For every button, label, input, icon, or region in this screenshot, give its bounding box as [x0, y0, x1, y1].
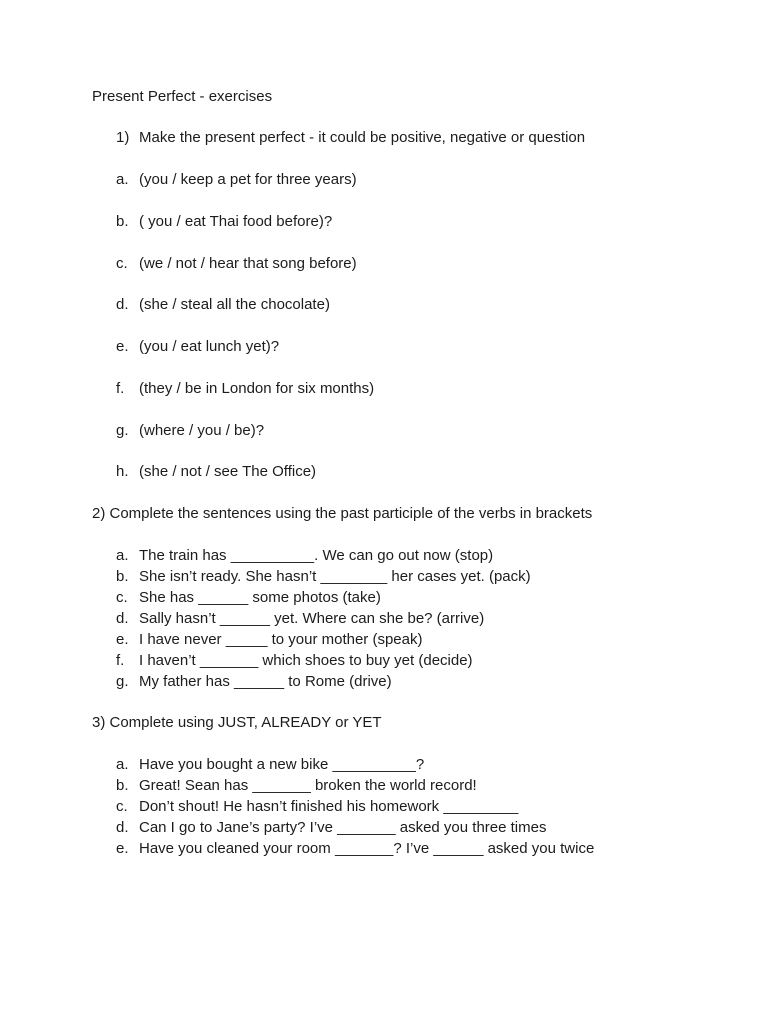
- list-marker: f.: [116, 652, 125, 669]
- list-item-text: (we / not / hear that song before): [139, 255, 357, 272]
- list-marker: d.: [116, 819, 129, 836]
- list-item-text: Sally hasn’t ______ yet. Where can she be? (arrive): [139, 610, 485, 627]
- list-marker: h.: [116, 463, 129, 480]
- list-marker: b.: [116, 213, 129, 230]
- list-item: [116, 338, 279, 356]
- list-marker: g.: [116, 422, 129, 439]
- list-item: [116, 673, 392, 691]
- list-item-text: Great! Sean has _______ broken the world record!: [139, 777, 477, 794]
- page-title: Present Perfect - exercises: [92, 88, 273, 105]
- list-item: [116, 610, 484, 628]
- list-marker: a.: [116, 756, 129, 773]
- list-item-text: (where / you / be)?: [139, 422, 265, 439]
- list-marker: c.: [116, 255, 128, 272]
- list-item-text: (you / eat lunch yet)?: [139, 338, 280, 355]
- list-item: [116, 568, 531, 586]
- list-marker: a.: [116, 547, 129, 564]
- list-item-text: (they / be in London for six months): [139, 380, 375, 397]
- list-item-text: (she / steal all the chocolate): [139, 296, 330, 313]
- list-item-text: Can I go to Jane’s party? I’ve _______ asked you three times: [139, 819, 547, 836]
- list-item: [116, 777, 477, 795]
- list-marker: g.: [116, 673, 129, 690]
- section-3-heading: 3) Complete using JUST, ALREADY or YET: [92, 714, 382, 731]
- list-item-text: She isn’t ready. She hasn’t ________ her cases yet. (pack): [139, 568, 531, 585]
- list-item: [116, 840, 594, 858]
- list-item-text: Don’t shout! He hasn’t finished his homework _________: [139, 798, 519, 815]
- list-item-text: (you / keep a pet for three years): [139, 171, 357, 188]
- list-marker: e.: [116, 631, 129, 648]
- list-item: [116, 255, 357, 273]
- list-item: [116, 547, 493, 565]
- list-item-text: I haven’t _______ which shoes to buy yet (decide): [139, 652, 473, 669]
- list-marker: e.: [116, 338, 129, 355]
- list-item: [116, 213, 332, 231]
- section-1-heading-text: Make the present perfect - it could be positive, negative or question: [139, 129, 586, 146]
- list-item: [116, 422, 264, 440]
- list-item: [116, 380, 374, 398]
- list-marker: d.: [116, 296, 129, 313]
- list-item: [116, 819, 546, 837]
- list-item-text: The train has __________. We can go out now (stop): [139, 547, 494, 564]
- list-marker: e.: [116, 840, 129, 857]
- list-item: [116, 756, 424, 774]
- list-item: [116, 589, 381, 607]
- list-item: [116, 463, 316, 481]
- list-item-text: Have you bought a new bike __________?: [139, 756, 425, 773]
- section-1-heading: [116, 129, 585, 147]
- list-item-text: I have never _____ to your mother (speak): [139, 631, 423, 648]
- list-marker: f.: [116, 380, 125, 397]
- list-marker: d.: [116, 610, 129, 627]
- list-item-text: My father has ______ to Rome (drive): [139, 673, 392, 690]
- list-item: [116, 652, 473, 670]
- list-marker: c.: [116, 798, 128, 815]
- list-item-text: Have you cleaned your room _______? I’ve ______ asked you twice: [139, 840, 595, 857]
- list-marker: 1): [116, 129, 130, 146]
- list-item: [116, 631, 423, 649]
- list-item: [116, 171, 357, 189]
- list-marker: a.: [116, 171, 129, 188]
- list-marker: c.: [116, 589, 128, 606]
- list-item-text: (she / not / see The Office): [139, 463, 317, 480]
- list-item-text: ( you / eat Thai food before)?: [139, 213, 333, 230]
- list-marker: b.: [116, 568, 129, 585]
- list-item: [116, 798, 518, 816]
- section-2-heading: 2) Complete the sentences using the past participle of the verbs in brackets: [92, 505, 593, 522]
- list-item-text: She has ______ some photos (take): [139, 589, 381, 606]
- list-marker: b.: [116, 777, 129, 794]
- list-item: [116, 296, 330, 314]
